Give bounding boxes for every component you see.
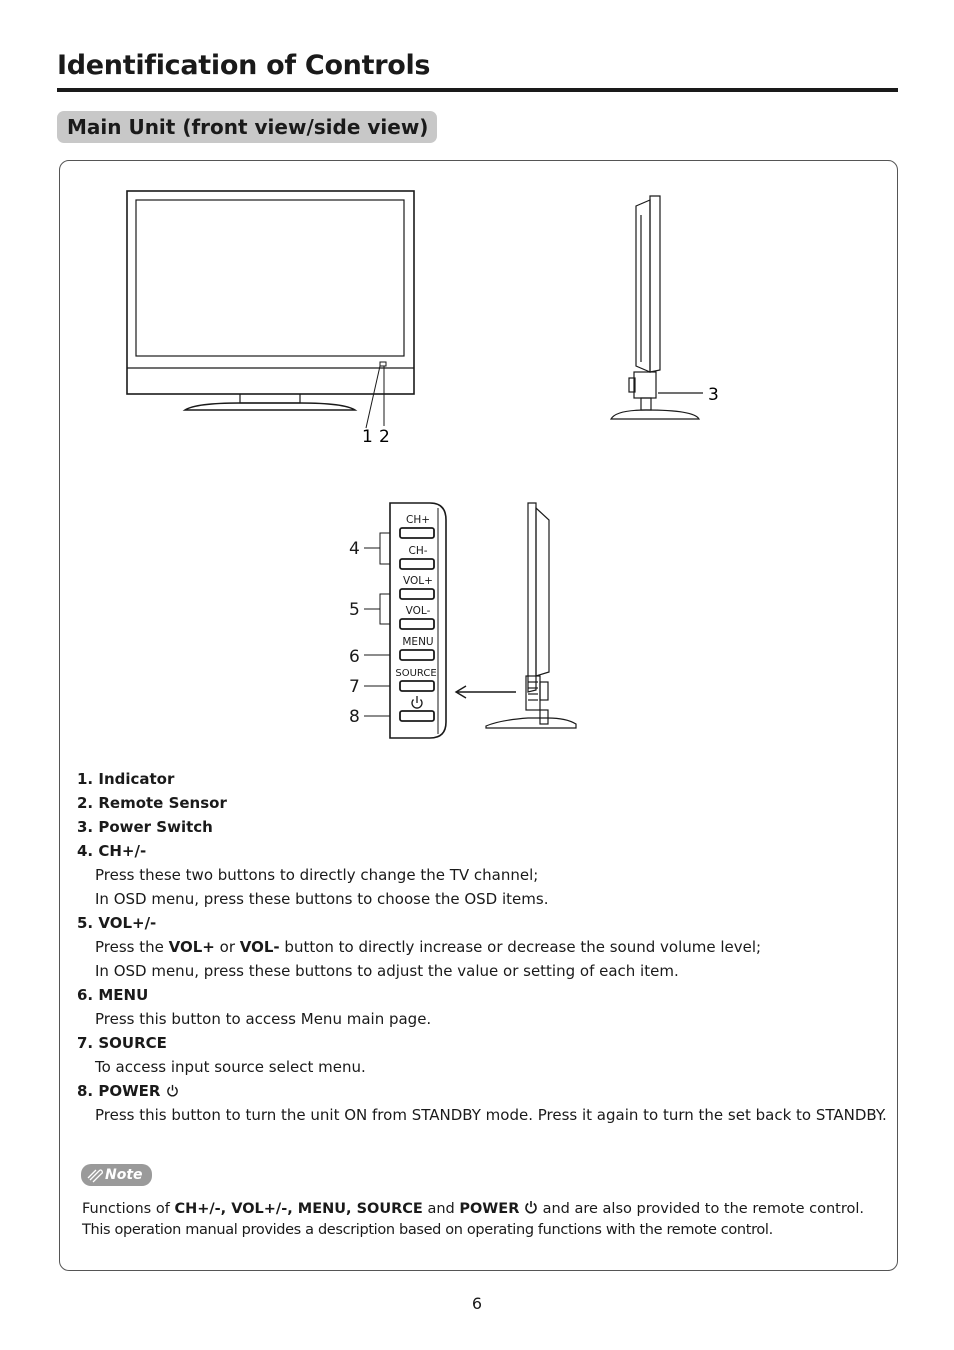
page-title: Identification of Controls <box>57 50 431 81</box>
paperclip-icon <box>87 1167 104 1183</box>
item-4-desc-1: Press these two buttons to directly change the TV channel; <box>95 866 539 884</box>
label-ch-up: CH+ <box>405 514 431 526</box>
callout-2: 2 <box>379 427 390 447</box>
callout-3: 3 <box>708 385 719 405</box>
tv-side-view <box>611 196 703 419</box>
item-3-heading: 3. Power Switch <box>77 818 213 836</box>
item-4-desc-2: In OSD menu, press these buttons to choose the OSD items. <box>95 890 549 908</box>
callout-8: 8 <box>349 707 360 727</box>
ch-up-button[interactable] <box>400 528 434 538</box>
label-source: SOURCE <box>395 668 437 679</box>
item-5-desc-2: In OSD menu, press these buttons to adjust the value or setting of each item. <box>95 962 679 980</box>
callout-5: 5 <box>349 600 360 620</box>
source-button[interactable] <box>400 681 434 691</box>
item-1-heading: 1. Indicator <box>77 770 175 788</box>
item-6-heading: 6. MENU <box>77 986 149 1004</box>
note-line-2: This operation manual provides a description based on operating functions with the remote control. <box>82 1222 773 1238</box>
pointer-arrow <box>456 686 516 698</box>
item-8-desc: Press this button to turn the unit ON from STANDBY mode. Press it again to turn the set back to STANDBY. <box>95 1106 887 1124</box>
item-4-heading: 4. CH+/- <box>77 842 147 860</box>
power-button[interactable] <box>400 711 434 721</box>
ch-down-button[interactable] <box>400 559 434 569</box>
label-ch-down: CH- <box>408 545 428 557</box>
note-badge: Note <box>81 1164 152 1186</box>
item-2-heading: 2. Remote Sensor <box>77 794 227 812</box>
item-5-desc-1: Press the VOL+ or VOL- button to directly increase or decrease the sound volume level; <box>95 938 762 956</box>
menu-button[interactable] <box>400 650 434 660</box>
label-vol-down: VOL- <box>405 605 431 617</box>
tv-side-view-small <box>486 503 576 728</box>
callout-1: 1 <box>362 427 373 447</box>
section-heading: Main Unit (front view/side view) <box>57 111 437 143</box>
callout-6: 6 <box>349 647 360 667</box>
power-glyph-panel <box>412 696 422 708</box>
note-line-1: Functions of CH+/-, VOL+/-, MENU, SOURCE and POWER and are also provided to the remote control. <box>82 1201 864 1217</box>
controls-list <box>77 767 887 1127</box>
page-number: 6 <box>471 1294 483 1313</box>
item-5-heading: 5. VOL+/- <box>77 914 157 932</box>
item-8-heading: 8. POWER <box>77 1079 887 1103</box>
item-7-desc: To access input source select menu. <box>95 1058 366 1076</box>
label-menu: MENU <box>402 636 434 648</box>
note-text <box>82 1199 882 1241</box>
power-icon <box>524 1200 538 1214</box>
vol-down-button[interactable] <box>400 619 434 629</box>
item-6-desc: Press this button to access Menu main page. <box>95 1010 432 1028</box>
callout-4: 4 <box>349 539 360 559</box>
label-vol-up: VOL+ <box>403 575 433 587</box>
item-7-heading: 7. SOURCE <box>77 1034 167 1052</box>
power-icon <box>166 1084 179 1097</box>
callout-7: 7 <box>349 677 360 697</box>
vol-up-button[interactable] <box>400 589 434 599</box>
tv-front-view <box>127 191 414 428</box>
